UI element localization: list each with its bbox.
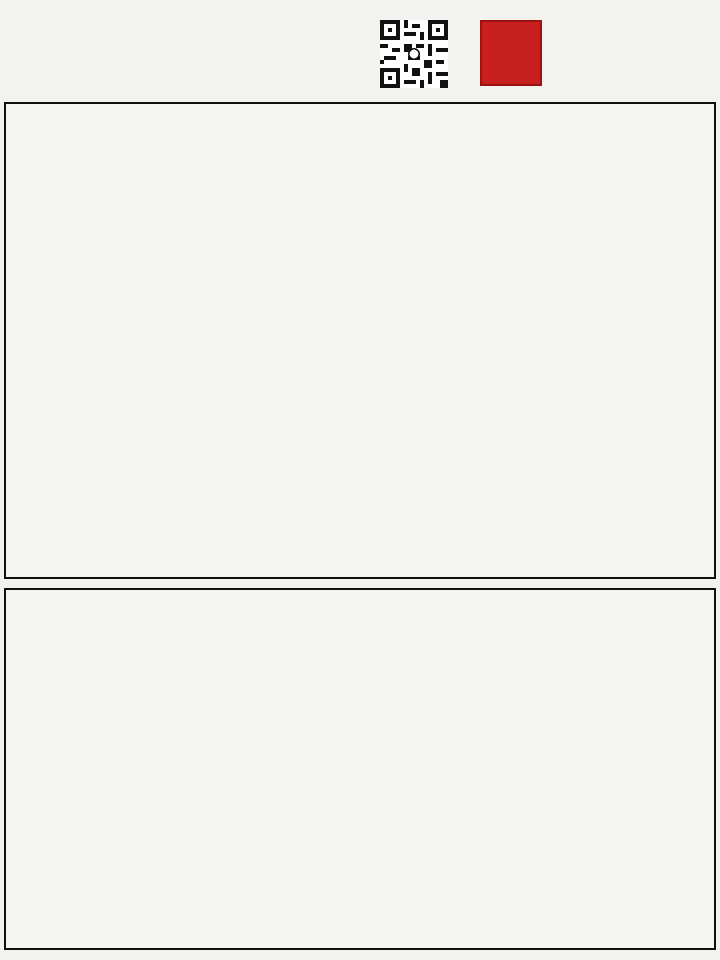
bazi-chart: [4, 102, 716, 579]
annual-luck-table: [4, 588, 716, 950]
brand-logo: [476, 14, 716, 94]
seal-stamp: [480, 20, 542, 86]
qr-code: [380, 20, 448, 88]
